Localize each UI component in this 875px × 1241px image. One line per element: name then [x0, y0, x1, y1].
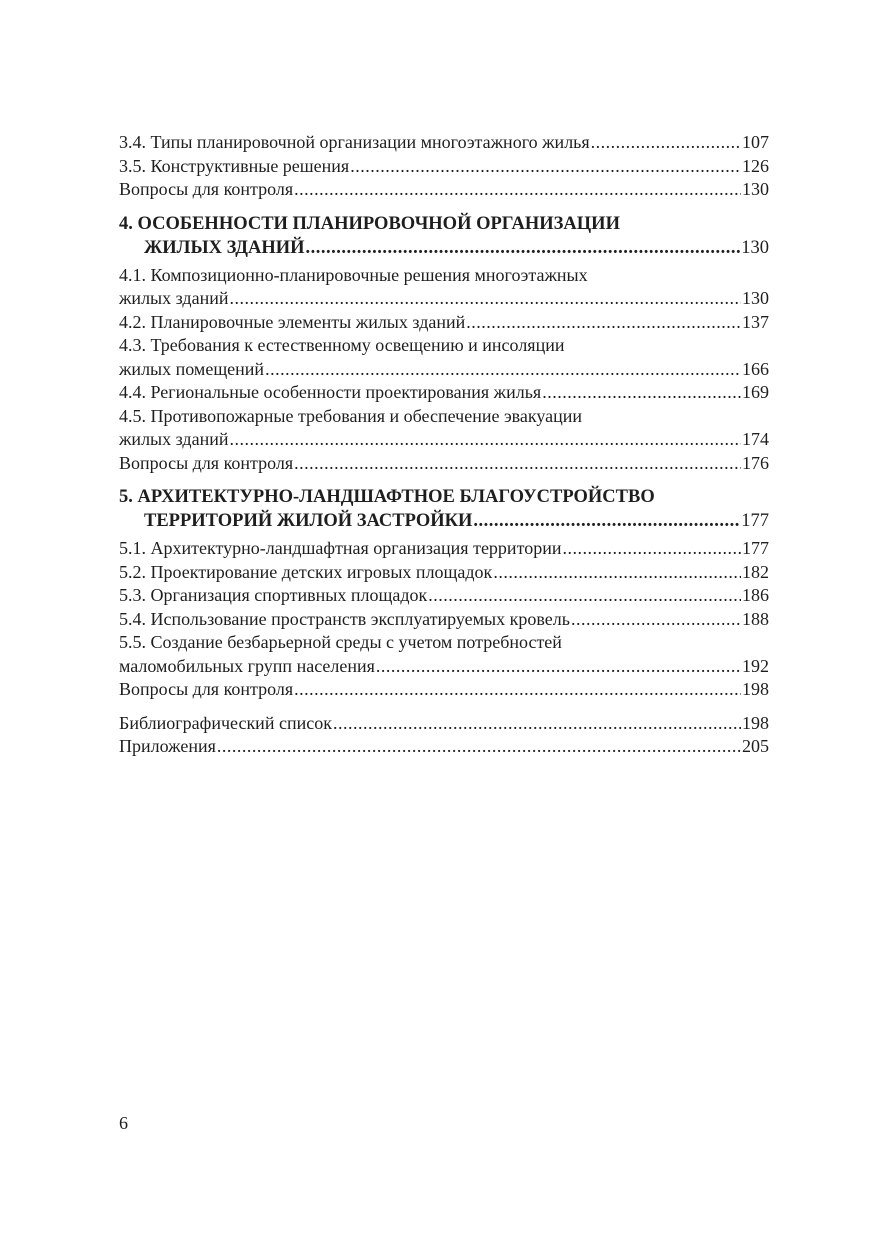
toc-leader-dots	[294, 678, 741, 702]
toc-entry-title: 4.2. Планировочные элементы жилых зданий	[119, 311, 466, 332]
toc-entry-multiline	[119, 405, 769, 452]
toc-entry-title: 5.3. Организация спортивных площадок	[119, 585, 428, 605]
toc-entry	[119, 381, 769, 405]
toc-entry-title: 4.1. Композиционно-планировочные решения многоэтажных	[119, 264, 588, 285]
toc-entry	[119, 678, 769, 702]
chapter-title-line2: ЖИЛЫХ ЗДАНИЙ	[144, 237, 305, 258]
toc-entry-page: 174	[742, 429, 769, 449]
chapter-title-row	[119, 236, 769, 260]
toc-leader-dots	[571, 608, 741, 632]
toc-leader-dots	[591, 131, 741, 155]
toc-entry-multiline	[119, 264, 769, 311]
toc-entry-page: 205	[742, 736, 769, 756]
toc-entry-title: 3.4. Типы планировочной организации многоэтажного жилья	[119, 132, 590, 152]
toc-entry-multiline	[119, 334, 769, 381]
toc-entry-title: 4.3. Требования к естественному освещению и инсоляции	[119, 335, 565, 355]
toc-entry-row	[119, 655, 769, 679]
toc-entry-page: 166	[742, 358, 769, 379]
toc-leader-dots	[333, 712, 741, 736]
toc-entry-page: 107	[742, 132, 769, 152]
toc-entry-title-cont: жилых помещений	[119, 358, 265, 379]
toc-leader-dots	[265, 358, 741, 382]
toc-entry-bibliography	[119, 712, 769, 736]
toc-leader-dots	[466, 311, 741, 335]
toc-entry-page: 198	[742, 712, 769, 733]
toc-entry-title-cont: жилых зданий	[119, 288, 229, 308]
toc-entry-page: 188	[742, 608, 769, 629]
toc-entry-title: Вопросы для контроля	[119, 679, 294, 699]
toc-entry	[119, 452, 769, 476]
table-of-contents	[119, 131, 769, 759]
toc-entry-page: 169	[742, 382, 769, 402]
toc-entry	[119, 178, 769, 202]
toc-leader-dots	[217, 735, 741, 759]
toc-entry-page: 186	[742, 585, 769, 605]
toc-entry-page: 176	[742, 452, 769, 473]
toc-leader-dots	[428, 584, 741, 608]
toc-entry-page: 137	[742, 311, 769, 332]
toc-entry-page: 198	[742, 679, 769, 699]
toc-entry-page: 130	[742, 288, 769, 308]
toc-entry-title: Вопросы для контроля	[119, 179, 294, 199]
page-number: 6	[119, 1113, 128, 1133]
toc-entry-title: Библиографический список	[119, 712, 332, 733]
toc-entry	[119, 584, 769, 608]
toc-entry-title: 4.4. Региональные особенности проектирования жилья	[119, 382, 542, 402]
toc-entry-appendix	[119, 735, 769, 759]
toc-entry-title: 4.5. Противопожарные требования и обеспечение эвакуации	[119, 405, 583, 426]
toc-entry	[119, 561, 769, 585]
toc-entry	[119, 155, 769, 179]
toc-leader-dots	[542, 381, 741, 405]
chapter-title-line2: ТЕРРИТОРИЙ ЖИЛОЙ ЗАСТРОЙКИ	[144, 511, 473, 531]
toc-leader-dots	[306, 236, 741, 260]
chapter-title-line1: 4. ОСОБЕННОСТИ ПЛАНИРОВОЧНОЙ ОРГАНИЗАЦИИ	[119, 213, 620, 234]
toc-entry-page: 130	[742, 179, 769, 199]
toc-leader-dots	[229, 428, 741, 452]
toc-entry-title-cont: маломобильных групп населения	[119, 655, 375, 676]
toc-entry	[119, 311, 769, 335]
toc-entry-multiline	[119, 631, 769, 678]
toc-entry-page: 126	[742, 155, 769, 176]
toc-leader-dots	[350, 155, 741, 179]
toc-chapter-5	[119, 485, 769, 533]
toc-entry-row	[119, 287, 769, 311]
toc-entry-page: 192	[742, 655, 769, 676]
toc-leader-dots	[376, 655, 741, 679]
toc-leader-dots	[229, 287, 741, 311]
toc-entry-page: 182	[742, 561, 769, 582]
chapter-title-row	[119, 509, 769, 533]
toc-entry-title: Приложения	[119, 736, 216, 756]
toc-entry-title-cont: жилых зданий	[119, 429, 229, 449]
toc-entry	[119, 131, 769, 155]
toc-leader-dots	[294, 178, 741, 202]
toc-entry-page: 130	[741, 237, 769, 258]
toc-entry-row	[119, 358, 769, 382]
toc-leader-dots	[562, 537, 741, 561]
toc-entry-row	[119, 428, 769, 452]
toc-entry-title: 5.2. Проектирование детских игровых площадок	[119, 561, 493, 582]
toc-entry-title: 5.1. Архитектурно-ландшафтная организация территории	[119, 538, 562, 558]
toc-leader-dots	[493, 561, 741, 585]
toc-chapter-4	[119, 212, 769, 260]
toc-entry-page: 177	[741, 511, 769, 531]
toc-entry-page: 177	[742, 538, 769, 558]
toc-entry-title: 5.4. Использование пространств эксплуатируемых кровель	[119, 608, 570, 629]
toc-entry	[119, 608, 769, 632]
toc-leader-dots	[473, 509, 740, 533]
chapter-title-line1: 5. АРХИТЕКТУРНО-ЛАНДШАФТНОЕ БЛАГОУСТРОЙСТВО	[119, 487, 655, 507]
toc-leader-dots	[294, 452, 741, 476]
toc-entry-title: 3.5. Конструктивные решения	[119, 155, 350, 176]
toc-entry	[119, 537, 769, 561]
toc-entry-title: Вопросы для контроля	[119, 452, 294, 473]
toc-entry-title: 5.5. Создание безбарьерной среды с учетом потребностей	[119, 632, 562, 652]
